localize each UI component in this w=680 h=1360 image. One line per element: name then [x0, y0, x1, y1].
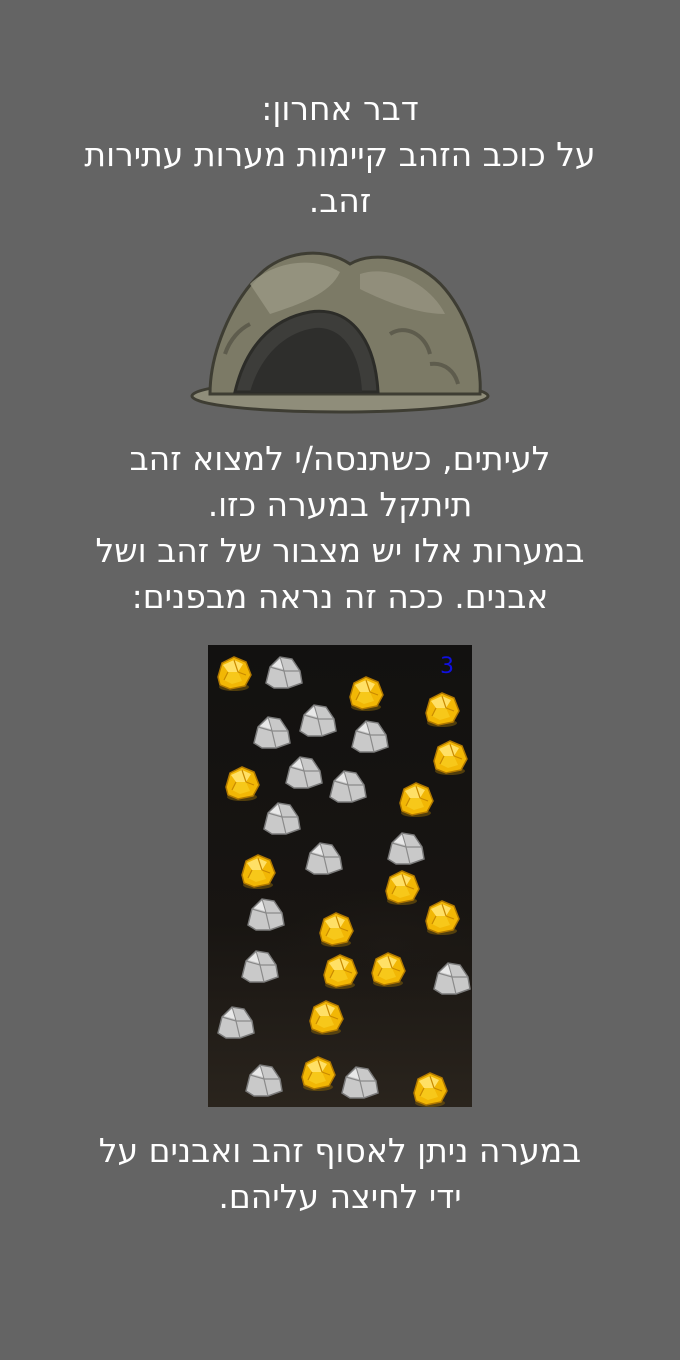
gold-nugget[interactable] — [420, 689, 464, 729]
gold-nugget[interactable] — [314, 909, 358, 949]
gold-nugget[interactable] — [318, 951, 362, 991]
rock[interactable] — [302, 837, 346, 877]
gold-nugget[interactable] — [236, 851, 280, 891]
rock[interactable] — [242, 1059, 286, 1099]
gold-nugget[interactable] — [296, 1053, 340, 1093]
instruction-line: במערה ניתן לאסוף זהב ואבנים על — [98, 1131, 582, 1170]
rock[interactable] — [326, 765, 370, 805]
gold-nugget[interactable] — [420, 897, 464, 937]
explanation-line: במערות אלו יש מצבור של זהב ושל — [95, 531, 585, 570]
rock[interactable] — [296, 699, 340, 739]
rock[interactable] — [214, 1001, 258, 1041]
intro-line: על כוכב הזהב קיימות מערות עתירות — [84, 135, 596, 174]
collected-counter: 3 — [440, 654, 454, 679]
explanation-line: תיתקל במערה כזו. — [207, 485, 473, 524]
rock[interactable] — [244, 893, 288, 933]
gold-nugget[interactable] — [428, 737, 472, 777]
rock[interactable] — [338, 1061, 382, 1101]
intro-line: זהב. — [308, 181, 372, 220]
explanation-line: אבנים. ככה זה נראה מבפנים: — [131, 577, 549, 616]
rock[interactable] — [250, 711, 294, 751]
gold-nugget[interactable] — [212, 653, 256, 693]
gold-nugget[interactable] — [380, 867, 424, 907]
intro-line: דבר אחרון: — [261, 89, 419, 128]
instruction-line: ידי לחיצה עליהם. — [218, 1177, 462, 1216]
cave-illustration — [190, 244, 490, 416]
rock[interactable] — [238, 945, 282, 985]
gold-nugget[interactable] — [394, 779, 438, 819]
rock[interactable] — [384, 827, 428, 867]
rock[interactable] — [262, 651, 306, 691]
gold-nugget[interactable] — [304, 997, 348, 1037]
cave-game-preview — [208, 645, 472, 1107]
instruction-text — [30, 1128, 650, 1220]
explanation-line: לעיתים, כשתנסה/י למצוא זהב — [129, 439, 551, 478]
intro-text — [30, 86, 650, 224]
rock[interactable] — [260, 797, 304, 837]
explanation-text — [30, 436, 650, 620]
gold-nugget[interactable] — [344, 673, 388, 713]
rock[interactable] — [430, 957, 472, 997]
gold-nugget[interactable] — [220, 763, 264, 803]
rock[interactable] — [282, 751, 326, 791]
gold-nugget[interactable] — [408, 1069, 452, 1107]
gold-nugget[interactable] — [366, 949, 410, 989]
rock[interactable] — [348, 715, 392, 755]
